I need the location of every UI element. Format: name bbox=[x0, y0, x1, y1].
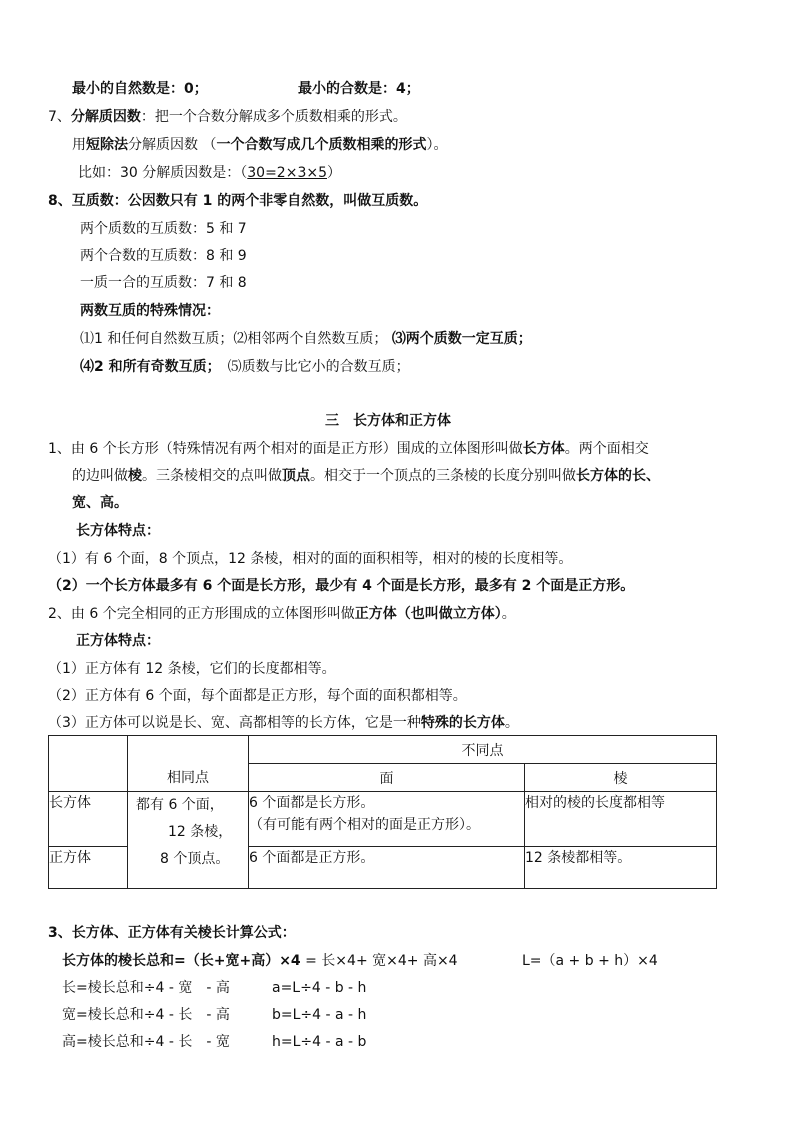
formula-section-title: 3、长方体、正方体有关棱长计算公式： bbox=[48, 925, 296, 941]
cuboid-face-text-1: 6 个面都是长方形。 bbox=[249, 795, 375, 811]
common-point-1: 都有 6 个面， bbox=[136, 797, 224, 813]
min-natural-number: 最小的自然数是：0； bbox=[72, 81, 208, 97]
row-cube-name: 正方体 bbox=[49, 847, 128, 889]
row-cube-face: 6 个面都是正方形。 bbox=[249, 847, 525, 889]
item-7-line bbox=[48, 107, 407, 127]
term-edge: 棱 bbox=[128, 468, 142, 484]
text-span: 2、由 6 个完全相同的正方形围成的立体图形叫做 bbox=[48, 606, 355, 622]
formula-length-words: 长=棱长总和÷4 - 宽 - 高 bbox=[62, 980, 230, 996]
coprime-example-1: 两个质数的互质数：5 和 7 bbox=[80, 221, 247, 237]
header-same bbox=[128, 736, 249, 792]
cube-feature-1: （1）正方体有 12 条棱，它们的长度都相等。 bbox=[48, 661, 336, 677]
cube-feature-3 bbox=[48, 713, 519, 733]
cuboid-face-text-2: （有可能有两个相对的面是正方形）。 bbox=[249, 817, 480, 833]
common-point-2: 12 条棱， bbox=[168, 824, 233, 840]
formula-length-symbols: a=L÷4 - b - h bbox=[272, 980, 367, 996]
text-span: 用 bbox=[72, 137, 86, 153]
term-dimensions: 长方体的长、 bbox=[576, 468, 660, 484]
para-1-line-2 bbox=[72, 466, 660, 486]
text-span: （3）正方体可以说是长、宽、高都相等的长方体，它是一种 bbox=[48, 715, 421, 731]
coprime-special-title: 两数互质的特殊情况： bbox=[80, 303, 220, 319]
text-span: 。相交于一个顶点的三条棱的长度分别叫做 bbox=[310, 468, 576, 484]
para-1-line-1 bbox=[48, 439, 649, 459]
formula-bold: 长方体的棱长总和=（长+宽+高）×4 bbox=[62, 953, 301, 969]
common-point-3: 8 个顶点。 bbox=[160, 851, 230, 867]
cube-features-title: 正方体特点： bbox=[76, 633, 160, 649]
min-composite-number: 最小的合数是：4； bbox=[298, 81, 420, 97]
factor-example-line bbox=[78, 163, 341, 183]
header-same-label: 相同点 bbox=[167, 770, 209, 786]
common-points-cell bbox=[128, 792, 249, 889]
item-7-number: 7、 bbox=[48, 109, 71, 125]
section-title: 三 长方体和正方体 bbox=[325, 413, 451, 429]
term-special-cuboid: 特殊的长方体 bbox=[420, 715, 505, 731]
formula-height-words: 高=棱长总和÷4 - 长 - 宽 bbox=[62, 1034, 230, 1050]
comparison-table bbox=[48, 735, 717, 889]
formula-width-symbols: b=L÷4 - a - h bbox=[272, 1007, 367, 1023]
short-division-line bbox=[72, 135, 447, 155]
cuboid-feature-1: （1）有 6 个面，8 个顶点，12 条棱，相对的面的面积相等，相对的棱的长度相等。 bbox=[48, 551, 573, 567]
definition-bold: 一个合数写成几个质数相乘的形式 bbox=[216, 137, 427, 153]
formula-L: L=（a + b + h）×4 bbox=[522, 953, 658, 969]
row-cuboid-name: 长方体 bbox=[49, 792, 128, 847]
para-2-line bbox=[48, 604, 516, 624]
text-span: 的边叫做 bbox=[72, 468, 128, 484]
coprime-example-2: 两个合数的互质数：8 和 9 bbox=[80, 248, 247, 264]
para-1-line-3: 宽、高。 bbox=[72, 495, 128, 511]
term-cuboid: 长方体 bbox=[522, 441, 565, 457]
cuboid-features-title: 长方体特点： bbox=[76, 523, 160, 539]
coprime-example-3: 一质一合的互质数：7 和 8 bbox=[80, 275, 247, 291]
text-span: 。两个面相交 bbox=[564, 441, 649, 457]
factor-equation: 30=2×3×5 bbox=[247, 165, 327, 181]
item-7-definition: ：把一个合数分解成多个质数相乘的形式。 bbox=[140, 109, 407, 125]
text-span: 分解质因数 （ bbox=[128, 137, 217, 153]
cube-feature-2: （2）正方体有 6 个面，每个面都是正方形，每个面的面积都相等。 bbox=[48, 688, 467, 704]
coprime-special-line-1 bbox=[80, 329, 532, 349]
text-span-bold: ⑶两个质数一定互质； bbox=[391, 331, 532, 347]
text-span: 。三条棱相交的点叫做 bbox=[142, 468, 282, 484]
formula-expansion: = 长×4+ 宽×4+ 高×4 bbox=[300, 953, 458, 969]
header-edge: 棱 bbox=[525, 764, 717, 792]
coprime-special-line-2 bbox=[80, 357, 410, 377]
formula-total-edge bbox=[62, 951, 458, 971]
short-division-term: 短除法 bbox=[86, 137, 128, 153]
item-8-heading: 8、互质数：公因数只有 1 的两个非零自然数，叫做互质数。 bbox=[48, 193, 428, 209]
text-span: 。 bbox=[504, 715, 519, 731]
text-span: ）。 bbox=[426, 137, 448, 153]
term-cube: 正方体（也叫做立方体） bbox=[354, 606, 502, 622]
row-cube-edge: 12 条棱都相等。 bbox=[525, 847, 717, 889]
term-vertex: 顶点 bbox=[282, 468, 310, 484]
formula-width-words: 宽=棱长总和÷4 - 长 - 高 bbox=[62, 1007, 230, 1023]
text-span-bold: ⑷2 和所有奇数互质； bbox=[80, 359, 214, 375]
text-span: ） bbox=[327, 165, 341, 181]
text-span: ⑴1 和任何自然数互质；⑵相邻两个自然数互质； bbox=[80, 331, 388, 347]
row-cuboid-face bbox=[249, 792, 525, 847]
text-span: 1、由 6 个长方形（特殊情况有两个相对的面是正方形）围成的立体图形叫做 bbox=[48, 441, 523, 457]
text-span: 。 bbox=[501, 606, 516, 622]
item-7-term: 分解质因数 bbox=[70, 109, 141, 125]
cuboid-feature-2: （2）一个长方体最多有 6 个面是长方形，最少有 4 个面是长方形，最多有 2 个面是正方形。 bbox=[48, 578, 635, 594]
row-cuboid-edge: 相对的棱的长度都相等 bbox=[525, 792, 717, 847]
header-face: 面 bbox=[249, 764, 525, 792]
formula-height-symbols: h=L÷4 - a - b bbox=[272, 1034, 367, 1050]
header-diff: 不同点 bbox=[249, 736, 717, 764]
text-span: 比如：30 分解质因数是：（ bbox=[78, 165, 248, 181]
table-corner-cell bbox=[49, 736, 128, 792]
text-span: ⑸质数与比它小的合数互质； bbox=[227, 359, 410, 375]
